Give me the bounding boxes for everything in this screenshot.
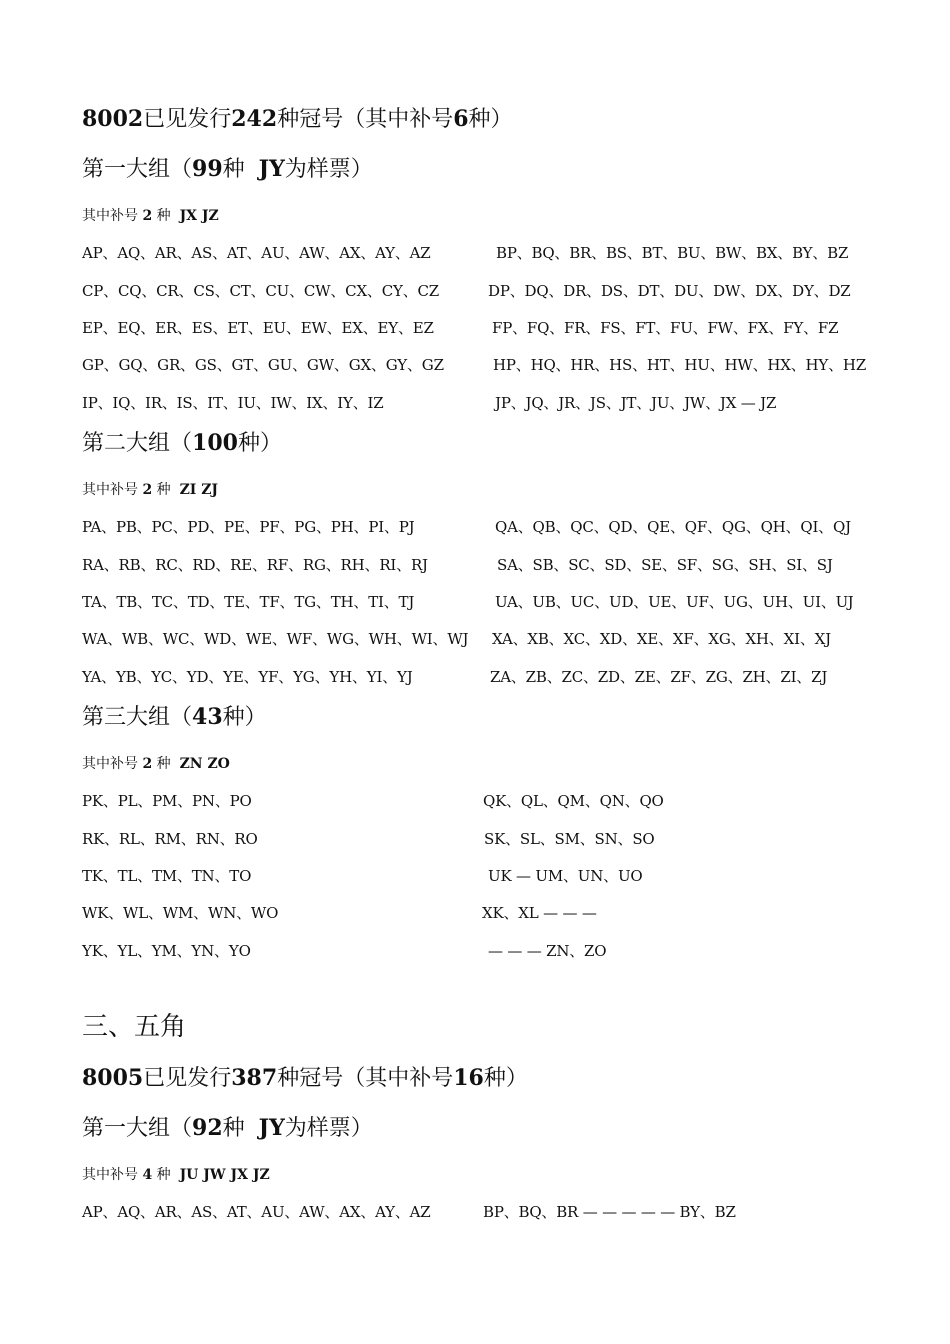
heading-text: 已见发行 — [143, 107, 232, 132]
group-heading-1 — [82, 1111, 373, 1142]
prefix-row: AP、AQ、AR、AS、AT、AU、AW、AX、AY、AZ — [82, 244, 431, 262]
note-text: 其中补号 — [82, 1167, 138, 1183]
prefix-row: SK、SL、SM、SN、SO — [484, 830, 655, 848]
note-count: 2 — [142, 208, 153, 224]
section-heading: 三、五角 — [82, 1012, 187, 1042]
note-codes: JX JZ — [179, 208, 219, 224]
prefix-row: GP、GQ、GR、GS、GT、GU、GW、GX、GY、GZ — [82, 356, 444, 374]
group-heading-1 — [82, 152, 373, 183]
prefix-row: UA、UB、UC、UD、UE、UF、UG、UH、UI、UJ — [495, 593, 854, 611]
group-heading-text: 第一大组（ — [82, 1116, 193, 1141]
prefix-row: YK、YL、YM、YN、YO — [82, 942, 251, 960]
issue-code: 8002 — [82, 106, 144, 132]
prefix-row: QA、QB、QC、QD、QE、QF、QG、QH、QI、QJ — [495, 518, 851, 536]
prefix-row: JP、JQ、JR、JS、JT、JU、JW、JX — JZ — [495, 394, 777, 412]
group-count: 100 — [192, 430, 238, 456]
prefix-row: TA、TB、TC、TD、TE、TF、TG、TH、TI、TJ — [82, 593, 415, 611]
group-heading-3 — [82, 700, 267, 731]
prefix-row: AP、AQ、AR、AS、AT、AU、AW、AX、AY、AZ — [82, 1203, 431, 1221]
group-heading-2 — [82, 426, 282, 457]
prefix-row: QK、QL、QM、QN、QO — [483, 792, 664, 810]
issue-code: 8005 — [82, 1065, 144, 1091]
note-count: 4 — [142, 1167, 153, 1183]
heading-count: 16 — [453, 1065, 484, 1091]
heading-text: 种） — [483, 1066, 528, 1091]
heading-count: 242 — [231, 106, 278, 132]
prefix-row: IP、IQ、IR、IS、IT、IU、IW、IX、IY、IZ — [82, 394, 384, 412]
prefix-row: RK、RL、RM、RN、RO — [82, 830, 258, 848]
prefix-row: WK、WL、WM、WN、WO — [82, 904, 279, 922]
note-count: 2 — [142, 482, 153, 498]
note-text: 种 — [156, 1167, 171, 1183]
issue-heading-8005 — [82, 1061, 528, 1092]
prefix-row: DP、DQ、DR、DS、DT、DU、DW、DX、DY、DZ — [488, 282, 851, 300]
note-codes: ZN ZO — [179, 756, 230, 772]
issue-heading-8002 — [82, 102, 513, 133]
prefix-row: — — — ZN、ZO — [488, 942, 607, 960]
supplement-note — [82, 1164, 270, 1184]
prefix-row: FP、FQ、FR、FS、FT、FU、FW、FX、FY、FZ — [492, 319, 839, 337]
note-codes: JU JW JX JZ — [179, 1167, 270, 1183]
prefix-row: XK、XL — — — — [482, 904, 597, 922]
heading-text: 种冠号（其中补号 — [277, 107, 454, 132]
prefix-row: YA、YB、YC、YD、YE、YF、YG、YH、YI、YJ — [82, 668, 413, 686]
heading-text: 种冠号（其中补号 — [277, 1066, 454, 1091]
sample-code: JY — [258, 156, 285, 182]
group-heading-text: 第二大组（ — [82, 431, 193, 456]
prefix-row: PK、PL、PM、PN、PO — [82, 792, 252, 810]
heading-text: 种） — [468, 107, 513, 132]
prefix-row: SA、SB、SC、SD、SE、SF、SG、SH、SI、SJ — [497, 556, 833, 574]
group-heading-text: 第三大组（ — [82, 705, 193, 730]
note-text: 种 — [156, 482, 171, 498]
heading-count: 387 — [231, 1065, 278, 1091]
prefix-row: BP、BQ、BR、BS、BT、BU、BW、BX、BY、BZ — [496, 244, 849, 262]
note-text: 种 — [156, 756, 171, 772]
prefix-row: BP、BQ、BR — — — — — BY、BZ — [483, 1203, 736, 1221]
prefix-row: UK — UM、UN、UO — [488, 867, 643, 885]
group-count: 92 — [192, 1115, 223, 1141]
prefix-row: WA、WB、WC、WD、WE、WF、WG、WH、WI、WJ — [82, 630, 469, 648]
note-text: 其中补号 — [82, 208, 138, 224]
prefix-row: ZA、ZB、ZC、ZD、ZE、ZF、ZG、ZH、ZI、ZJ — [490, 668, 828, 686]
group-heading-text: 为样票） — [284, 1116, 373, 1141]
heading-count: 6 — [453, 106, 469, 132]
prefix-row: RA、RB、RC、RD、RE、RF、RG、RH、RI、RJ — [82, 556, 428, 574]
group-heading-text: 种） — [237, 431, 282, 456]
prefix-row: PA、PB、PC、PD、PE、PF、PG、PH、PI、PJ — [82, 518, 415, 536]
note-codes: ZI ZJ — [179, 482, 219, 498]
supplement-note — [82, 479, 218, 499]
supplement-note — [82, 753, 230, 773]
group-heading-text: 种 — [222, 157, 245, 182]
note-text: 其中补号 — [82, 756, 138, 772]
note-text: 种 — [156, 208, 171, 224]
group-heading-text: 为样票） — [284, 157, 373, 182]
group-count: 99 — [192, 156, 223, 182]
prefix-row: TK、TL、TM、TN、TO — [82, 867, 252, 885]
group-heading-text: 种 — [222, 1116, 245, 1141]
supplement-note — [82, 205, 219, 225]
sample-code: JY — [258, 1115, 285, 1141]
note-count: 2 — [142, 756, 153, 772]
group-heading-text: 种） — [222, 705, 267, 730]
prefix-row: CP、CQ、CR、CS、CT、CU、CW、CX、CY、CZ — [82, 282, 439, 300]
prefix-row: HP、HQ、HR、HS、HT、HU、HW、HX、HY、HZ — [493, 356, 867, 374]
group-heading-text: 第一大组（ — [82, 157, 193, 182]
heading-text: 已见发行 — [143, 1066, 232, 1091]
note-text: 其中补号 — [82, 482, 138, 498]
prefix-row: EP、EQ、ER、ES、ET、EU、EW、EX、EY、EZ — [82, 319, 434, 337]
prefix-row: XA、XB、XC、XD、XE、XF、XG、XH、XI、XJ — [492, 630, 831, 648]
group-count: 43 — [192, 704, 223, 730]
